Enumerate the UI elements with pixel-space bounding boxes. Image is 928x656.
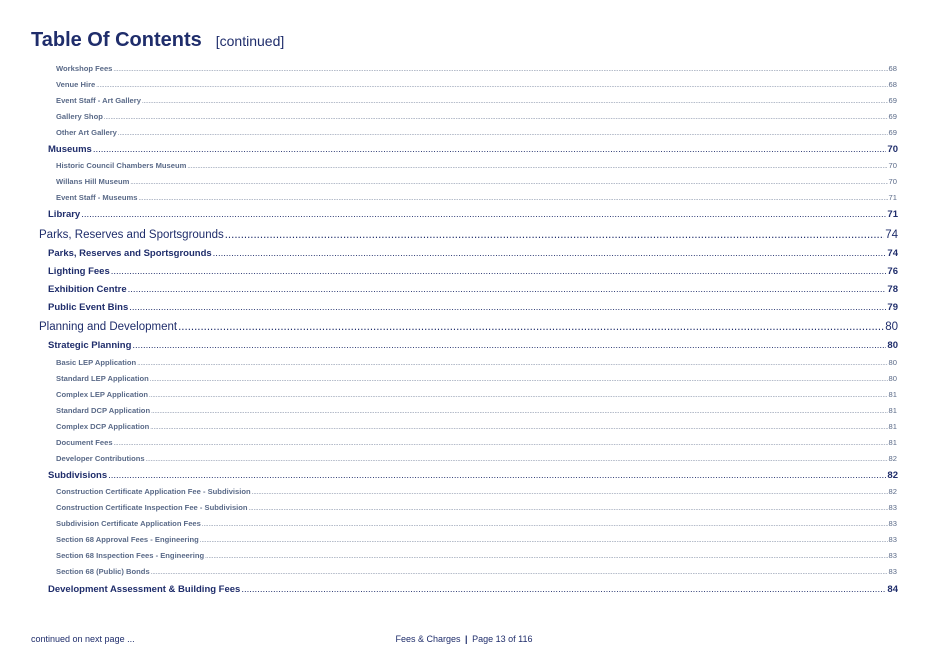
footer-separator: | <box>465 634 468 644</box>
dot-leader <box>149 393 888 399</box>
dot-leader <box>150 377 888 383</box>
dot-leader <box>104 115 888 121</box>
toc-entry-label: Developer Contributions <box>56 454 145 463</box>
dot-leader <box>151 409 887 415</box>
toc-entry-label: Section 68 (Public) Bonds <box>56 567 150 576</box>
toc-entry-label: Complex LEP Application <box>56 390 148 399</box>
dot-leader <box>132 340 886 351</box>
toc-entry-label: Construction Certificate Application Fee - Subdivision <box>56 487 251 496</box>
toc-entry-page: 78 <box>887 284 898 295</box>
toc-entry-label: Willans Hill Museum <box>56 177 130 186</box>
toc-entry[interactable] <box>56 193 897 202</box>
dot-leader <box>111 266 887 277</box>
toc-entry-label: Venue Hire <box>56 80 96 89</box>
dot-leader <box>138 196 887 202</box>
toc-entry-page: 68 <box>888 64 897 73</box>
toc-entry-page: 74 <box>885 229 898 241</box>
toc-entry-label: Other Art Gallery <box>56 128 117 137</box>
toc-entry[interactable] <box>56 503 897 512</box>
toc-entry[interactable] <box>56 487 897 496</box>
dot-leader <box>128 284 887 295</box>
toc-entry-page: 70 <box>888 161 897 170</box>
toc-entry[interactable] <box>56 567 897 576</box>
toc-entry-label: Development Assessment & Building Fees <box>48 584 241 595</box>
dot-leader <box>137 361 887 367</box>
continued-label: [continued] <box>215 33 285 49</box>
toc-entry-label: Parks, Reserves and Sportsgrounds <box>48 248 212 259</box>
toc-entry-page: 81 <box>888 438 897 447</box>
toc-entry[interactable] <box>56 422 897 431</box>
dot-leader <box>178 321 884 333</box>
toc-entry-label: Strategic Planning <box>48 340 132 351</box>
toc-entry[interactable] <box>48 302 898 313</box>
toc-entry-label: Workshop Fees <box>56 64 113 73</box>
dot-leader <box>205 554 887 560</box>
continued-note: continued on next page ... <box>31 634 135 644</box>
toc-entry[interactable] <box>56 390 897 399</box>
toc-entry[interactable] <box>56 535 897 544</box>
toc-entry-label: Section 68 Inspection Fees - Engineering <box>56 551 205 560</box>
toc-entry[interactable] <box>56 551 897 560</box>
dot-leader <box>129 302 886 313</box>
toc-entry[interactable] <box>56 177 897 186</box>
toc-entry[interactable] <box>56 374 897 383</box>
toc-entry[interactable] <box>56 406 897 415</box>
toc-entry-label: Basic LEP Application <box>56 358 137 367</box>
toc-entry[interactable] <box>48 248 898 259</box>
dot-leader <box>130 180 887 186</box>
toc-entry-page: 70 <box>888 177 897 186</box>
toc-entry[interactable] <box>48 340 898 351</box>
toc-entry[interactable] <box>48 470 898 481</box>
toc-entry-page: 69 <box>888 128 897 137</box>
toc-entry-page: 82 <box>888 454 897 463</box>
dot-leader <box>96 83 887 89</box>
dot-leader <box>225 229 884 241</box>
toc-entry[interactable] <box>56 438 897 447</box>
toc-entry-page: 83 <box>888 551 897 560</box>
toc-entry[interactable] <box>56 96 897 105</box>
toc-entry[interactable] <box>56 128 897 137</box>
toc-entry-page: 84 <box>887 584 898 595</box>
toc-entry-page: 81 <box>888 406 897 415</box>
dot-leader <box>150 425 887 431</box>
toc-entry-label: Event Staff - Museums <box>56 193 138 202</box>
page-footer <box>0 634 928 644</box>
dot-leader <box>113 67 887 73</box>
dot-leader <box>249 506 888 512</box>
toc-entry-label: Section 68 Approval Fees - Engineering <box>56 535 199 544</box>
dot-leader <box>187 164 887 170</box>
dot-leader <box>81 209 886 220</box>
toc-entry-page: 81 <box>888 390 897 399</box>
toc-entry-page: 76 <box>887 266 898 277</box>
toc-entry[interactable] <box>56 80 897 89</box>
toc-entry-label: Subdivision Certificate Application Fees <box>56 519 201 528</box>
toc-entry-label: Public Event Bins <box>48 302 129 313</box>
toc-entry[interactable] <box>48 584 898 595</box>
toc-entry-page: 83 <box>888 567 897 576</box>
toc-entry-page: 82 <box>888 487 897 496</box>
toc-entry[interactable] <box>48 284 898 295</box>
toc-entry-page: 80 <box>888 358 897 367</box>
toc-entry-label: Event Staff - Art Gallery <box>56 96 141 105</box>
dot-leader <box>114 441 888 447</box>
toc-entry[interactable] <box>48 266 898 277</box>
dot-leader <box>146 457 888 463</box>
dot-leader <box>151 570 888 576</box>
toc-entry-label: Planning and Development <box>39 321 178 333</box>
toc-entry[interactable] <box>56 358 897 367</box>
dot-leader <box>200 538 888 544</box>
toc-entry[interactable] <box>39 321 898 333</box>
toc-entry-label: Historic Council Chambers Museum <box>56 161 187 170</box>
toc-entry-label: Parks, Reserves and Sportsgrounds <box>39 229 224 241</box>
toc-entry[interactable] <box>56 112 897 121</box>
toc-entry-label: Museums <box>48 144 92 155</box>
toc-entry-label: Lighting Fees <box>48 266 110 277</box>
toc-entry-label: Library <box>48 209 81 220</box>
toc-entry-page: 79 <box>887 302 898 313</box>
toc-entry-page: 83 <box>888 535 897 544</box>
toc-entry-page: 68 <box>888 80 897 89</box>
toc-entry-label: Document Fees <box>56 438 113 447</box>
toc-entry-page: 83 <box>888 503 897 512</box>
toc-entry-page: 71 <box>887 209 898 220</box>
toc-entry[interactable] <box>56 64 897 73</box>
dot-leader <box>118 131 888 137</box>
page-title: Table Of Contents <box>31 29 202 51</box>
toc-entry[interactable] <box>48 144 898 155</box>
toc-entry-label: Subdivisions <box>48 470 108 481</box>
toc-heading <box>31 29 284 52</box>
dot-leader <box>93 144 887 155</box>
toc-entry-label: Exhibition Centre <box>48 284 127 295</box>
toc-entry[interactable] <box>56 161 897 170</box>
dot-leader <box>142 99 888 105</box>
toc-entry-label: Gallery Shop <box>56 112 103 121</box>
dot-leader <box>252 490 888 496</box>
toc-entry-label: Construction Certificate Inspection Fee - Subdivision <box>56 503 248 512</box>
toc-entry[interactable] <box>39 229 898 241</box>
toc-entry-page: 83 <box>888 519 897 528</box>
toc-entry-page: 70 <box>887 144 898 155</box>
dot-leader <box>241 584 886 595</box>
dot-leader <box>202 522 888 528</box>
toc-entry[interactable] <box>56 519 897 528</box>
toc-entry-page: 82 <box>887 470 898 481</box>
document-title: Fees & Charges <box>395 634 461 644</box>
toc-entry-page: 69 <box>888 112 897 121</box>
page-number: Page 13 of 116 <box>472 634 533 644</box>
toc-entry-page: 80 <box>885 321 898 333</box>
toc-entry-label: Complex DCP Application <box>56 422 150 431</box>
toc-entry[interactable] <box>48 209 898 220</box>
dot-leader <box>108 470 886 481</box>
toc-entry-page: 69 <box>888 96 897 105</box>
toc-entry[interactable] <box>56 454 897 463</box>
dot-leader <box>213 248 887 259</box>
toc-entry-label: Standard DCP Application <box>56 406 151 415</box>
toc-entry-label: Standard LEP Application <box>56 374 149 383</box>
toc-entry-page: 80 <box>888 374 897 383</box>
toc-entry-page: 71 <box>888 193 897 202</box>
toc-entry-page: 80 <box>887 340 898 351</box>
toc-entry-page: 74 <box>887 248 898 259</box>
toc-entry-page: 81 <box>888 422 897 431</box>
